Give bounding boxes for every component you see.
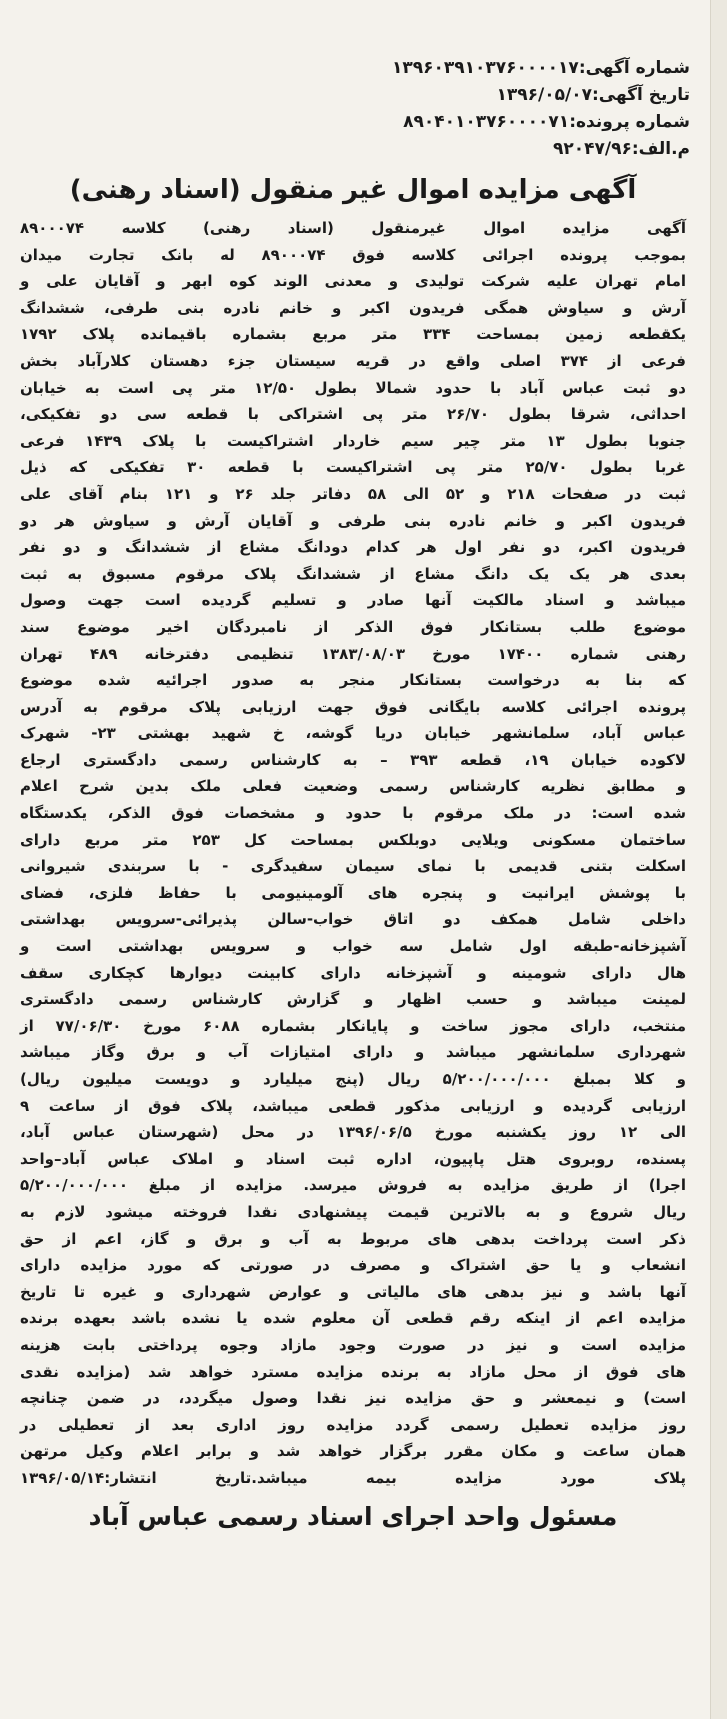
body-text-line: ریال شروع و به بالاترین قیمت پیشنهادی نقدا فروخته میشود لازم به <box>20 1202 686 1221</box>
body-text-line: فریدون اکبر و خانم نادره بنی طرفی و آقایان آرش و سیاوش هر دو <box>20 511 686 530</box>
body-text-line: بموجب پرونده اجرائی کلاسه فوق ۸۹۰۰۰۷۴ له بانک تجارت میدان <box>20 245 686 264</box>
body-text-line: مزایده است و نیز در صورت وجود مازاد وجوه پرداختی بابت هزینه <box>20 1335 686 1354</box>
body-text-line: لاکوده خیابان ۱۹، قطعه ۳۹۳ – به کارشناس رسمی دادگستری ارجاع <box>20 750 686 769</box>
body-text-line: داخلی شامل همکف دو اتاق خواب-سالن پذیرائی-سرویس بهداشتی <box>20 910 686 929</box>
body-text-line: های فوق از محل مازاد به برنده مزایده مسترد خواهد شد (مزایده نقدی <box>20 1362 686 1381</box>
body-text-line: بعدی هر یک یک دانگ مشاع از ششدانگ پلاک مرقوم مسبوق به ثبت <box>20 564 686 583</box>
body-text-line: آنها باشد و نیز بدهی های مالیاتی و عوارض شهرداری و غیره تا تاریخ <box>20 1282 686 1301</box>
body-text-line: لمینت میباشد و حسب اظهار و گزارش کارشناس رسمی دادگستری <box>20 990 686 1009</box>
body-text-line: احداثی، شرقا بطول ۲۶/۷۰ متر پی اشتراکی با قطعه سی دو تفکیکی، <box>20 405 686 424</box>
metadata-line: شماره پرونده:۸۹۰۴۰۱۰۳۷۶۰۰۰۰۷۱ <box>403 112 690 132</box>
body-text-line: جنوبا بطول ۱۳ متر چیر سیم خاردار اشتراکیست با پلاک ۱۴۳۹ فرعی <box>20 431 686 450</box>
body-text-line: مزایده اعم از اینکه رقم قطعی آن معلوم شده یا نشده باشد بعهده برنده <box>20 1309 686 1328</box>
body-text-line: میباشد و اسناد مالکیت آنها صادر و تسلیم گردیده است جهت وصول <box>20 591 686 610</box>
body-text-line: اجرا) از طریق مزایده به فروش میرسد. مزایده از مبلغ ۵/۲۰۰/۰۰۰/۰۰۰ <box>20 1176 686 1195</box>
announcement <box>8 55 698 1534</box>
body-text-line: پسنده، روبروی هتل پاپیون، اداره ثبت اسناد و املاک عباس آباد–واحد <box>20 1149 686 1168</box>
body-text-line: شهرداری سلمانشهر میباشد و دارای امتیازات آب و برق وگاز میباشد <box>20 1043 686 1062</box>
metadata-line: تاریخ آگهی:۱۳۹۶/۰۵/۰۷ <box>496 85 690 105</box>
body-text-line: هال دارای شومینه و آشپزخانه دارای کابینت دیوارها کچکاری سقف <box>20 963 686 982</box>
body-text-line: پلاک مورد مزایده بیمه میباشد.تاریخ انتشار:۱۳۹۶/۰۵/۱۴ <box>20 1468 686 1487</box>
body-text-line: الی ۱۲ روز یکشنبه مورخ ۱۳۹۶/۰۶/۵ در محل (شهرستان عباس آباد، <box>20 1123 687 1142</box>
adjacent-column-edge <box>710 0 727 1719</box>
signature-line: مسئول واحد اجرای اسناد رسمی عباس آباد <box>88 1501 618 1531</box>
body-text-line: اسکلت بتنی قدیمی با نمای سیمان سفیدگری - با سربندی شیروانی <box>20 857 686 876</box>
announcement-title: آگهی مزایده اموال غیر منقول (اسناد رهنی) <box>69 175 637 205</box>
body-text-line: ساختمان مسکونی ویلایی دوبلکس بمساحت کل ۲۵۳ متر مربع دارای <box>20 830 686 849</box>
body-text-line: ارزیابی گردیده و ارزیابی مذکور قطعی میباشد، پلاک فوق از ساعت ۹ <box>20 1096 686 1115</box>
body-text-line: عباس آباد، سلمانشهر خیابان دریا گوشه، خ شهید بهشتی ۲۳- شهرک <box>20 724 686 743</box>
body-text-line: که بنا به درخواست بستانکار منجر به صدور اجرائیه شده موضوع <box>20 671 686 690</box>
body-text-line: ذکر است پرداخت بدهی های مربوط به آب و برق و گاز، اعم از حق <box>20 1229 686 1248</box>
body-text-line: شده است: در ملک مرقوم با حدود و مشخصات فوق الذکر، یکدستگاه <box>20 804 686 823</box>
body-text-line: و مطابق نظریه کارشناس رسمی وضعیت فعلی ملک بدین شرح اعلام <box>20 777 686 796</box>
metadata-line: م.الف:۹۲۰۴۷/۹۶ <box>552 139 690 159</box>
body-text-line: آشپزخانه-طبقه اول شامل سه خواب و سرویس بهداشتی است و <box>20 937 686 956</box>
body-text-line: موضوع طلب بستانکار فوق الذکر از نامبردگان اخیر موضوع سند <box>20 617 686 636</box>
body-text-line: امام تهران علیه شرکت تولیدی و معدنی الوند کوه ابهر و آقایان علی و <box>20 272 686 291</box>
body-text-line: منتخب، دارای مجوز ساخت و پایانکار بشماره ۶۰۸۸ مورخ ۷۷/۰۶/۳۰ از <box>20 1016 686 1035</box>
body-text-line: روز مزایده تعطیل رسمی گردد مزایده روز اداری بعد از تعطیلی در <box>20 1415 686 1434</box>
announcement-body <box>8 215 698 1492</box>
body-text-line: دو ثبت عباس آباد با حدود شمالا بطول ۱۲/۵۰ متر پی است به خیابان <box>20 378 686 397</box>
body-text-line: رهنی شماره ۱۷۴۰۰ مورخ ۱۳۸۳/۰۸/۰۳ تنظیمی دفترخانه ۴۸۹ تهران <box>20 644 686 663</box>
body-text-line: همان ساعت و مکان مقرر برگزار خواهد شد و برابر اعلام وکیل مرتهن <box>20 1442 686 1461</box>
body-text-line: پرونده اجرائی کلاسه بایگانی فوق جهت ارزیابی پلاک مرقوم به آدرس <box>20 697 686 716</box>
body-text-line: با پوشش ایرانیت و پنجره های آلومینیومی با حفاظ فلزی، فضای <box>20 883 686 902</box>
body-text-line: است) و نیمعشر و حق مزایده نیز نقدا وصول میگردد، در ضمن چنانچه <box>20 1389 686 1408</box>
body-text-line: غربا بطول ۲۵/۷۰ متر پی اشتراکیست با قطعه ۳۰ تفکیکی که ذیل <box>20 458 686 477</box>
body-text-line: و کلا بمبلغ ۵/۲۰۰/۰۰۰/۰۰۰ ریال (پنج میلیارد و دویست میلیون ریال) <box>20 1070 686 1088</box>
metadata-line: شماره آگهی:۱۳۹۶۰۳۹۱۰۳۷۶۰۰۰۰۱۷ <box>392 58 690 78</box>
body-text-line: یکقطعه زمین بمساحت ۳۳۴ متر مربع بشماره باقیمانده پلاک ۱۷۹۲ <box>20 325 686 344</box>
body-text-line: فرعی از ۳۷۴ اصلی واقع در قریه سیستان جزء دهستان کلارآباد بخش <box>20 351 687 370</box>
body-text-line: آگهی مزایده اموال غیرمنقول (اسناد رهنی) کلاسه ۸۹۰۰۰۷۴ <box>20 219 686 237</box>
announcement-metadata <box>8 55 698 163</box>
body-text-line: آرش و سیاوش همگی فریدون اکبر و خانم نادره بنی طرفی، ششدانگ <box>20 298 686 317</box>
body-text-line: فریدون اکبر، دو نفر اول هر کدام دودانگ مشاع از ششدانگ و دو نفر <box>20 538 686 557</box>
body-text-line: ثبت در صفحات ۲۱۸ و ۵۲ الی ۵۸ دفاتر جلد ۲۶ و ۱۲۱ بنام آقای علی <box>20 484 686 503</box>
body-text-line: انشعاب و یا حق اشتراک و مصرف در صورتی که مورد مزایده دارای <box>20 1256 686 1275</box>
